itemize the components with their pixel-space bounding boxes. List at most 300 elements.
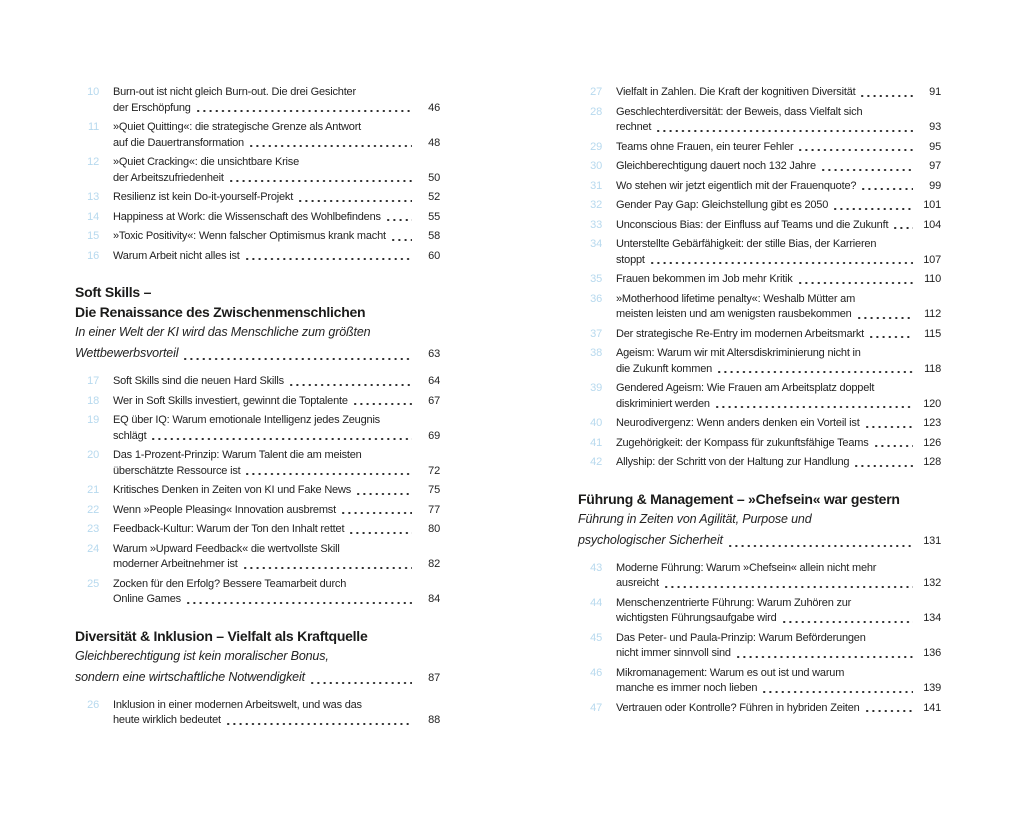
entry-text: Vertrauen oder Kontrolle? Führen in hybriden Zeiten [616,701,860,714]
section-title-line: Soft Skills – [75,284,152,300]
entry-body [616,631,941,662]
toc-entry [75,85,440,116]
entry-text: Wettbewerbsvorteil [75,346,179,360]
entry-body [113,190,440,206]
dot-leader [246,464,412,480]
section-title-line: Führung & Management – »Chefsein« war gestern [578,490,900,507]
entry-body [616,346,941,377]
dot-leader [665,576,913,592]
entry-last-line [616,362,941,378]
entry-text: meisten leisten und am wenigsten rausbekommen [616,308,852,320]
entry-last-line [616,179,941,195]
entry-text-line: EQ über IQ: Warum emotionale Intelligenz jedes Zeugnis [113,414,380,426]
chapter-number: 30 [590,160,602,172]
page-number: 67 [428,394,440,407]
page-number: 141 [923,701,941,714]
dot-leader [855,455,913,471]
toc-entry [75,394,440,410]
entry-text: manche es immer noch lieben [616,682,758,694]
entry-text: der Arbeitszufriedenheit [113,171,224,184]
page-number: 136 [923,647,941,659]
chapter-number: 23 [87,523,99,535]
chapter-number: 45 [590,631,602,644]
entry-last-line [113,136,440,152]
entry-text-line: Das 1-Prozent-Prinzip: Warum Talent die am meisten [113,449,362,461]
entry-last-line [616,307,941,323]
entry-last-line [616,436,941,452]
chapter-number: 18 [87,394,99,407]
page-number: 82 [428,558,440,570]
page-number: 91 [929,86,941,98]
dot-leader [250,136,412,152]
page-number: 128 [923,456,941,468]
entry-body [113,394,440,410]
toc-entry [75,483,440,499]
dot-leader [246,249,412,265]
entry-text-line: »Motherhood lifetime penalty«: Weshalb Mütter am [616,292,856,305]
entry-text: rechnet [616,121,652,133]
section-heading-block [578,489,941,551]
entry-last-line [113,503,440,519]
entry-text: schlägt [113,429,147,442]
entry-last-line [616,701,941,717]
chapter-number: 46 [590,666,602,679]
dot-leader [657,120,913,136]
dot-leader [244,557,412,573]
entry-body [616,381,941,412]
entry-text: Gleichberechtigung dauert noch 132 Jahre [616,160,816,172]
dot-leader [822,159,913,175]
page-number: 120 [923,397,941,410]
chapter-number: 21 [87,484,99,496]
entry-body [616,561,941,592]
toc-entry [578,198,941,214]
entry-text-line: Ageism: Warum wir mit Altersdiskriminierung nicht in [616,347,861,359]
dot-leader [866,416,913,432]
chapter-number: 39 [590,382,602,394]
section-subtitle-line: Gleichberechtigung ist kein moralischer Bonus, [75,648,329,663]
entry-body [616,218,941,234]
chapter-number: 20 [87,449,99,461]
toc-entry [75,210,440,226]
page-number: 46 [428,101,440,114]
entry-last-line [113,190,440,206]
page-number: 107 [923,253,941,266]
dot-leader [799,272,913,288]
entry-body [616,140,941,156]
entry-body [113,155,440,186]
dot-leader [387,210,412,226]
entry-text-line: Menschenzentrierte Führung: Warum Zuhören zur [616,596,852,609]
entry-last-line [113,592,440,608]
entry-text: wichtigsten Führungsaufgabe wird [616,612,777,624]
entry-text: die Zukunft kommen [616,362,713,375]
chapter-number: 37 [590,327,602,340]
page-number: 93 [929,121,941,133]
chapter-number: 22 [87,503,99,516]
entry-text: Teams ohne Frauen, ein teurer Fehler [616,140,794,153]
section-subtitle-line: Führung in Zeiten von Agilität, Purpose und [578,511,812,526]
chapter-number: 32 [590,199,602,211]
entry-body [616,272,941,288]
entry-last-line [113,171,440,187]
entry-body [616,701,941,717]
entry-text: Happiness at Work: die Wissenschaft des Wohlbefindens [113,210,381,223]
toc-entry [578,140,941,156]
entry-text-line: Moderne Führung: Warum »Chefsein« allein nicht mehr [616,561,877,574]
chapter-number: 17 [87,375,99,387]
entry-text: Wenn »People Pleasing« Innovation ausbremst [113,503,336,516]
dot-leader [875,436,913,452]
chapter-number: 47 [590,701,602,714]
toc-entry [578,292,941,323]
entry-body [616,416,941,432]
dot-leader [357,483,412,499]
page-number: 115 [924,327,941,340]
page-number: 48 [428,136,440,149]
section-heading-block [75,626,440,688]
dot-leader [197,101,412,117]
chapter-number: 10 [87,86,99,98]
toc-entry [578,237,941,268]
entry-body [113,483,440,499]
entry-text: Unconscious Bias: der Einfluss auf Teams und die Zukunft [616,218,889,231]
entry-last-line [616,681,941,697]
chapter-number: 16 [87,249,99,262]
dot-leader [184,343,412,364]
entry-last-line [616,253,941,269]
chapter-number: 42 [590,456,602,468]
entry-body [616,292,941,323]
entry-body [616,198,941,214]
toc-entry [578,179,941,195]
entry-text: ausreicht [616,577,659,589]
page-number: 55 [428,210,440,223]
entry-body [616,666,941,697]
entry-last-line [113,374,440,390]
entry-text: diskriminiert werden [616,397,710,410]
entry-body [113,120,440,151]
entry-last-line [616,327,941,343]
chapter-number: 27 [590,86,602,98]
entry-text: »Toxic Positivity«: Wenn falscher Optimismus krank macht [113,230,386,242]
entry-text-line: Geschlechterdiversität: der Beweis, dass Vielfalt sich [616,105,863,118]
toc-entry [578,381,941,412]
entry-last-line [113,464,440,480]
entry-last-line [616,455,941,471]
dot-leader [392,229,412,245]
entry-text-line: »Quiet Cracking«: die unsichtbare Krise [113,156,300,168]
dot-leader [227,713,412,729]
dot-leader [290,374,412,390]
entry-last-line [75,343,440,364]
entry-last-line [113,394,440,410]
entry-text-line: Zocken für den Erfolg? Bessere Teamarbeit durch [113,577,347,590]
entry-body [113,698,440,729]
entry-last-line [113,210,440,226]
chapter-number: 31 [590,179,602,192]
entry-body [616,179,941,195]
entry-text: Feedback-Kultur: Warum der Ton den Inhalt rettet [113,523,345,535]
entry-last-line [616,120,941,136]
dot-leader [716,397,913,413]
entry-text: Online Games [113,593,181,605]
toc-entry [75,413,440,444]
page-number: 139 [923,682,941,694]
page-number: 88 [428,714,440,726]
entry-text-line: Das Peter- und Paula-Prinzip: Warum Beförderungen [616,631,866,644]
toc-entry [578,666,941,697]
entry-last-line [113,229,440,245]
entry-last-line [616,198,941,214]
page-number: 63 [428,348,440,360]
chapter-number: 29 [590,140,602,153]
entry-last-line [616,416,941,432]
section-title-line: Die Renaissance des Zwischenmenschlichen [75,304,366,320]
entry-text: Warum Arbeit nicht alles ist [113,249,240,262]
toc-entry [75,542,440,573]
dot-leader [894,218,913,234]
entry-last-line [616,218,941,234]
chapter-number: 26 [87,698,99,711]
entry-body [616,455,941,471]
entry-body [616,237,941,268]
chapter-number: 38 [590,347,602,359]
entry-text: Der strategische Re-Entry im modernen Arbeitsmarkt [616,327,864,340]
chapter-number: 35 [590,273,602,285]
dot-leader [799,140,913,156]
toc-entry [578,85,941,101]
toc-entry [75,374,440,390]
page-number: 75 [428,484,440,496]
entry-body [113,522,440,538]
entry-last-line [113,429,440,445]
entry-last-line [616,576,941,592]
chapter-number: 25 [87,577,99,590]
page-number: 64 [428,375,440,387]
page-number: 87 [428,671,440,684]
entry-text-line: Warum »Upward Feedback« die wertvollste Skill [113,542,340,555]
entry-body [616,105,941,136]
entry-body [113,413,440,444]
entry-text: Wo stehen wir jetzt eigentlich mit der Frauenquote? [616,179,857,192]
dot-leader [342,503,412,519]
toc-entry [578,218,941,234]
entry-text: Wer in Soft Skills investiert, gewinnt die Toptalente [113,394,348,407]
toc-entry [75,503,440,519]
toc-entry [75,577,440,608]
chapter-number: 19 [87,414,99,426]
entry-last-line [616,85,941,101]
toc-entry [578,631,941,662]
entry-text: Vielfalt in Zahlen. Die Kraft der kognitiven Diversität [616,86,856,98]
chapter-number: 33 [590,218,602,231]
entry-last-line [113,249,440,265]
dot-leader [729,530,913,551]
page-number: 99 [929,179,941,192]
page-number: 84 [428,593,440,605]
page-number: 69 [428,429,440,442]
entry-last-line [113,522,440,538]
dot-leader [299,190,412,206]
chapter-number: 44 [590,596,602,609]
dot-leader [187,592,412,608]
toc-entry [75,190,440,206]
page-number: 104 [923,218,941,231]
entry-last-line [616,611,941,627]
chapter-number: 36 [590,292,602,305]
entry-text: moderner Arbeitnehmer ist [113,558,238,570]
entry-body [113,542,440,573]
dot-leader [862,179,913,195]
entry-last-line [578,530,941,551]
entry-last-line [113,557,440,573]
page-number: 97 [929,160,941,172]
page-number: 50 [428,171,440,184]
section-title-line: Diversität & Inklusion – Vielfalt als Kraftquelle [75,627,368,644]
page-number: 95 [929,140,941,153]
entry-text: auf die Dauertransformation [113,136,244,149]
dot-leader [870,327,913,343]
chapter-number: 12 [87,156,99,168]
toc-entry [75,249,440,265]
toc-entry [75,120,440,151]
entry-body [616,85,941,101]
page-number: 77 [428,503,440,516]
section-subtitle-line: In einer Welt der KI wird das Menschliche zum größten [75,325,371,339]
chapter-number: 13 [87,191,99,203]
chapter-number: 24 [87,542,99,555]
entry-text-line: »Quiet Quitting«: die strategische Grenze als Antwort [113,121,362,133]
page-number: 112 [924,308,941,320]
page-number: 101 [923,199,941,211]
entry-text: Zugehörigkeit: der Kompass für zukunftsfähige Teams [616,436,869,449]
entry-last-line [113,483,440,499]
entry-last-line [113,101,440,117]
dot-leader [737,646,913,662]
entry-text: psychologischer Sicherheit [578,532,723,547]
dot-leader [861,85,913,101]
entry-last-line [113,713,440,729]
entry-text: Resilienz ist kein Do-it-yourself-Projekt [113,191,294,203]
entry-text-line: Mikromanagement: Warum es out ist und warum [616,666,845,679]
page-number: 52 [428,191,440,203]
dot-leader [230,171,412,187]
entry-body [113,85,440,116]
chapter-number: 34 [590,238,602,250]
page-number: 131 [923,534,941,547]
toc-entry [578,561,941,592]
entry-last-line [616,140,941,156]
entry-text: nicht immer sinnvoll sind [616,647,731,659]
page-number: 72 [428,464,440,477]
dot-leader [866,701,913,717]
dot-leader [152,429,412,445]
toc-page-right [578,85,941,720]
entry-body [113,503,440,519]
entry-text: Allyship: der Schritt von der Haltung zur Handlung [616,456,850,468]
entry-text: Soft Skills sind die neuen Hard Skills [113,375,284,387]
toc-entry [578,416,941,432]
toc-entry [578,272,941,288]
chapter-number: 40 [590,417,602,429]
entry-text: der Erschöpfung [113,101,191,114]
entry-text: überschätzte Ressource ist [113,464,241,477]
toc-entry [578,596,941,627]
chapter-number: 14 [87,210,99,223]
entry-body [113,249,440,265]
chapter-number: 28 [590,105,602,118]
entry-text-line: Burn-out ist nicht gleich Burn-out. Die drei Gesichter [113,86,356,98]
entry-last-line [616,159,941,175]
toc-entry [75,698,440,729]
dot-leader [651,253,913,269]
dot-leader [354,394,412,410]
entry-text: sondern eine wirtschaftliche Notwendigkeit [75,669,305,684]
section-heading-block [75,282,440,364]
toc-entry [578,701,941,717]
toc-entry [578,105,941,136]
entry-body [113,448,440,479]
entry-body [616,159,941,175]
toc-entry [75,448,440,479]
toc-page-left [75,85,440,733]
toc-entry [75,155,440,186]
page-number: 132 [923,577,941,589]
entry-text: Neurodivergenz: Wenn anders denken ein Vorteil ist [616,417,860,429]
page-number: 110 [924,273,941,285]
toc-entry [578,455,941,471]
entry-last-line [616,646,941,662]
chapter-number: 11 [87,121,99,133]
toc-entry [578,159,941,175]
entry-body [616,327,941,343]
entry-last-line [616,272,941,288]
entry-text-line: Unterstellte Gebärfähigkeit: der stille Bias, der Karrieren [616,238,877,250]
entry-body [113,210,440,226]
toc-entry [578,327,941,343]
dot-leader [834,198,913,214]
entry-text-line: Gendered Ageism: Wie Frauen am Arbeitsplatz doppelt [616,382,875,394]
page-number: 118 [924,362,941,375]
dot-leader [783,611,913,627]
entry-text: stoppt [616,253,645,266]
entry-body [113,229,440,245]
dot-leader [763,681,913,697]
entry-text: Frauen bekommen im Job mehr Kritik [616,273,793,285]
dot-leader [858,307,913,323]
entry-body [113,374,440,390]
page-number: 126 [923,436,941,449]
toc-entry [75,522,440,538]
entry-text: Gender Pay Gap: Gleichstellung gibt es 2050 [616,199,829,211]
entry-text: Kritisches Denken in Zeiten von KI und Fake News [113,484,352,496]
dot-leader [718,362,913,378]
page-number: 123 [923,417,941,429]
toc-entry [75,229,440,245]
dot-leader [311,667,412,688]
page-number: 134 [923,612,941,624]
page-number: 80 [428,523,440,535]
entry-body [616,596,941,627]
page-number: 60 [428,249,440,262]
chapter-number: 43 [590,561,602,574]
page-number: 58 [428,230,440,242]
entry-body [113,577,440,608]
chapter-number: 15 [87,230,99,242]
entry-text-line: Inklusion in einer modernen Arbeitswelt, und was das [113,698,362,711]
entry-text: heute wirklich bedeutet [113,714,221,726]
